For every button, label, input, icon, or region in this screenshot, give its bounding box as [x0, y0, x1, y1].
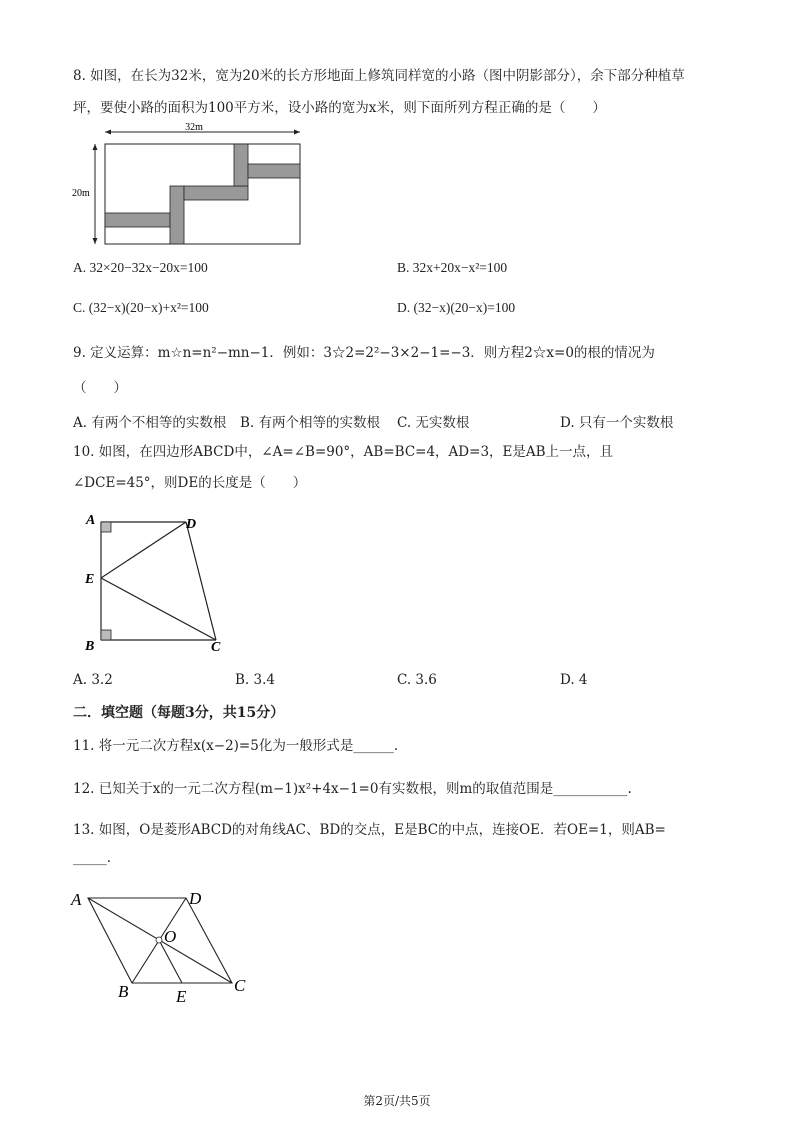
path-segment [184, 186, 248, 200]
q10-line1: 10. 如图，在四边形ABCD中，∠A=∠B=90°，AB=BC=4，AD=3，E是AB上一点，且 [73, 444, 614, 460]
right-angle-b-icon [101, 630, 111, 640]
q13-line2: _____. [73, 850, 112, 866]
q9-option-b[interactable]: B. 有两个相等的实数根 [240, 415, 381, 431]
q8-line2: 坪，要使小路的面积为100平方米，设小路的宽为x米，则下面所列方程正确的是（ ） [73, 100, 606, 116]
segment-ed [101, 522, 186, 578]
q10-figure [80, 508, 230, 658]
q9-option-a[interactable]: A. 有两个不相等的实数根 [73, 415, 227, 431]
height-label: 20m [72, 188, 90, 199]
q13-figure [66, 880, 256, 1010]
q8-option-a[interactable]: A. 32×20−32x−20x=100 [73, 260, 208, 275]
q8-figure [70, 120, 310, 250]
q10-option-a[interactable]: A. 3.2 [73, 672, 113, 688]
label-b: B [85, 639, 95, 654]
q10-option-d[interactable]: D. 4 [560, 672, 588, 688]
path-segment [234, 144, 248, 186]
q8-option-b[interactable]: B. 32x+20x−x²=100 [397, 260, 508, 275]
path-segment [105, 213, 170, 227]
q8-line1: 8. 如图，在长为32米，宽为20米的长方形地面上修筑同样宽的小路（图中阴影部分），余下部分种植草 [73, 68, 685, 84]
q13-line1: 13. 如图，O是菱形ABCD的对角线AC、BD的交点，E是BC的中点，连接OE．若OE=1，则AB= [73, 822, 666, 838]
label-c: C [211, 640, 221, 655]
q12-text: 12. 已知关于x的一元二次方程(m−1)x²+4x−1=0有实数根，则m的取值范围是___________. [73, 781, 632, 797]
arrow-right-icon [294, 130, 300, 135]
width-label: 32m [185, 122, 203, 133]
label-b: B [118, 982, 129, 1001]
arrow-left-icon [105, 130, 111, 135]
point-o-marker [156, 937, 162, 943]
path-segment [170, 186, 184, 244]
q9-line1: 9. 定义运算：m☆n=n²−mn−1．例如：3☆2=2²−3×2−1=−3．则方程2☆x=0的根的情况为 [73, 345, 655, 361]
arrow-up-icon [93, 144, 98, 150]
q10-option-b[interactable]: B. 3.4 [235, 672, 275, 688]
q10-option-c[interactable]: C. 3.6 [397, 672, 437, 688]
q11-text: 11. 将一元二次方程x(x−2)=5化为一般形式是______. [73, 738, 399, 754]
path-segment [248, 164, 300, 178]
q9-option-d[interactable]: D. 只有一个实数根 [560, 415, 674, 431]
label-a: A [86, 513, 96, 528]
label-o: O [164, 927, 177, 946]
section-title: 二．填空题（每题3分，共15分） [73, 705, 285, 721]
page-number: 第2页/共5页 [363, 1094, 431, 1108]
q10-line2: ∠DCE=45°，则DE的长度是（ ） [73, 475, 307, 491]
q8-option-d[interactable]: D. (32−x)(20−x)=100 [397, 300, 516, 315]
arrow-down-icon [93, 238, 98, 244]
q9-option-c[interactable]: C. 无实数根 [397, 415, 470, 431]
segment-ec [101, 578, 216, 640]
label-e: E [176, 987, 187, 1006]
label-d: D [186, 517, 197, 532]
label-c: C [234, 976, 246, 995]
q8-option-c[interactable]: C. (32−x)(20−x)+x²=100 [73, 300, 209, 315]
q9-line2: （ ） [73, 380, 127, 396]
label-a: A [71, 890, 82, 909]
label-e: E [85, 572, 95, 587]
label-d: D [189, 889, 202, 908]
right-angle-a-icon [101, 522, 111, 532]
segment-dc [186, 522, 216, 640]
